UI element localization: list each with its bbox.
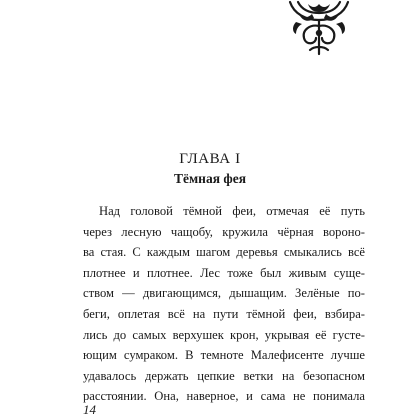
- body-line: через лесную чащобу, кружила чёрная вороно-: [83, 224, 365, 239]
- body-line: лись до самых верхушек крон, укрывая её густе-: [83, 327, 365, 342]
- floral-corner-ornament-icon: [286, 0, 352, 56]
- body-line: Над головой тёмной феи, отмечая её путь: [99, 204, 365, 218]
- chapter-title: Тёмная фея: [173, 171, 247, 186]
- body-line: ющим сумраком. В темноте Малефисенте лучше: [83, 348, 365, 363]
- body-paragraph: [83, 201, 365, 407]
- body-line: удавалось держать цепкие ветки на безопасном: [83, 368, 365, 383]
- body-line: ва стая. С каждым шагом деревья смыкались всё: [83, 245, 365, 260]
- body-line: плотнее и плотнее. Лес тоже был живым суще-: [83, 265, 365, 280]
- body-line: беги, оплетая всё на пути тёмной феи, взбира-: [83, 306, 365, 321]
- page-number: 14: [83, 402, 96, 417]
- body-line: расстоянии. Она, наверное, и сама не понимала: [83, 389, 365, 404]
- body-line: ством — двигающимся, дышащим. Зелёные по-: [83, 286, 365, 301]
- chapter-number: ГЛАВА I: [179, 151, 241, 167]
